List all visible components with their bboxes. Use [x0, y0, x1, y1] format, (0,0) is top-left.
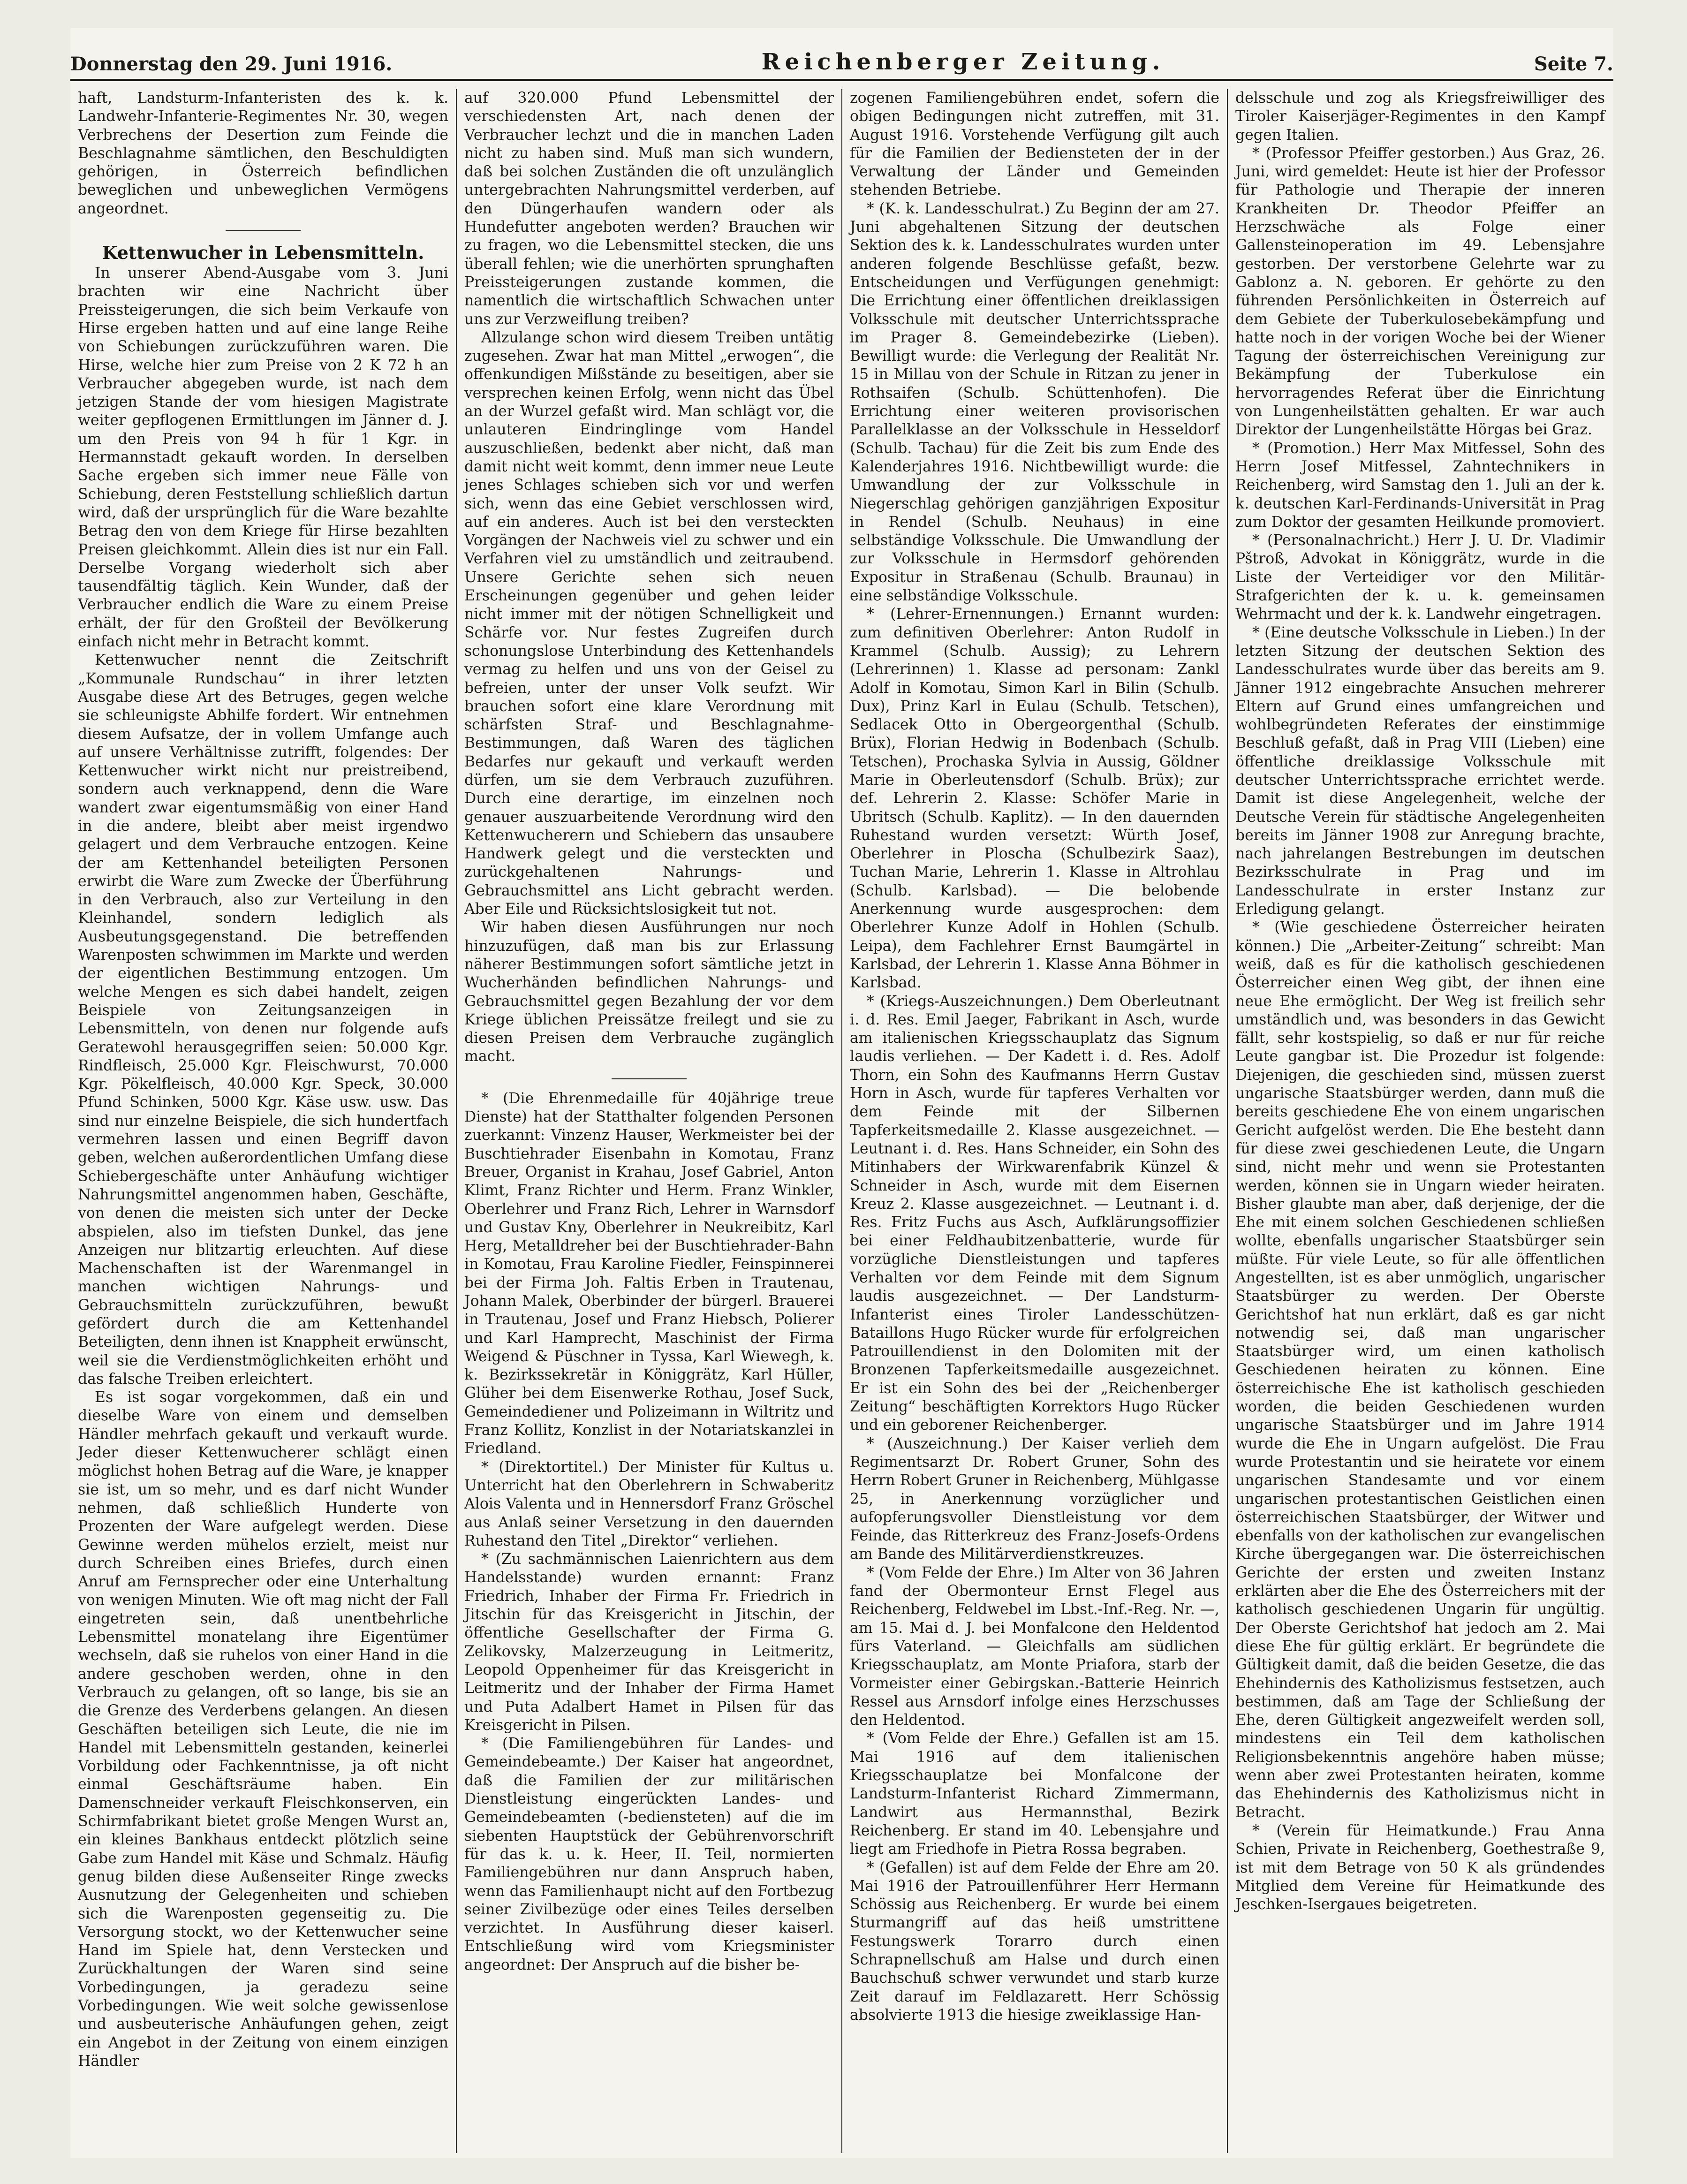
- news-item: * (Gefallen) ist auf dem Felde der Ehre am 20. Mai 1916 der Patrouillenführer Herr Hermann Schössig aus Reichenberg. Er wurde bei einem Sturmangriff auf das heiß umstrittene Festungswerk Torarro durch einen Schrapnellschuß am Halse und durch einen Bauchschuß schwer verwundet und starb kurze Zeit darauf im Feldlazarett. Herr Schössig absolvierte 1913 die hiesige zweiklassige Han-: [850, 1859, 1219, 2024]
- article-text: auf 320.000 Pfund Lebensmittel der verschiedensten Art, nach denen der Verbraucher lechzt und die in manchen Laden nicht zu haben sind. Muß man sich wundern, daß bei solchen Zuständen die oft unzulänglich untergebrachten Nahrungsmittel verderben, auf den Düngerhaufen wandern oder als Hundefutter angeboten werden? Brauchen wir zu fragen, wo die Lebensmittel stecken, die uns überall fehlen; wie die unerhörten sprunghaften Preissteigerungen zustande kommen, die namentlich die wirtschaftlich Schwachen unter uns zur Verzweiflung treiben?: [464, 90, 834, 328]
- page-number: Seite 7.: [1534, 53, 1613, 75]
- article-text: Es ist sogar vorgekommen, daß ein und dieselbe Ware von einem und demselben Händler mehrfach gekauft und verkauft wurde. Jeder dieser Kettenwucherer schlägt einen möglichst hohen Betrag auf die Ware, je knapper sie ist, um so mehr, und es darf nicht Wunder nehmen, daß schließlich Hunderte von Prozenten der Ware aufgelegt werden. Diese Gewinne werden mühelos erzielt, meist nur durch Schreiben eines Briefes, durch einen Anruf am Fernsprecher oder eine Unterhaltung von wenigen Minuten. Wie oft mag nicht der Fall eingetreten sein, daß unentbehrliche Lebensmittel monatelang ihre Eigentümer wechseln, daß sie ruhelos von einer Hand in die andere geschoben werden, ohne in den Verbrauch zu gelangen, oft so lange, bis sie an die Grenze des Verderbens gelangen. An diesen Geschäften beteiligen sich Leute, die nie im Handel mit Lebensmitteln gestanden, keinerlei Vorbildung oder Fachkenntnisse, ja oft nicht einmal Geschäftsräume haben. Ein Damenschneider verkauft Fleischkonserven, ein Schirmfabrikant bietet große Mengen Wurst an, ein kleines Bankhaus entdeckt plötzlich seine Gabe zum Handel mit Käse und Schmalz. Häufig genug bilden diese Außenseiter Ringe zwecks Ausnutzung der Gelegenheiten und schieben sich die Warenposten gegenseitig zu. Die Versorgung stockt, wo der Kettenwucher seine Hand im Spiele hat, denn Verstecken und Zurückhaltungen der Waren sind seine Vorbedingungen, ja geradezu seine Vorbedingungen. Wie weit solche gewissenlose und ausbeuterische Anhäufungen gehen, zeigt ein Angebot in der Zeitung von einem einzigen Händler: [78, 1389, 448, 2070]
- news-item: * (Professor Pfeiffer gestorben.) Aus Graz, 26. Juni, wird gemeldet: Heute ist hier der Professor für Pathologie und Therapie der inneren Krankheiten Dr. Theodor Pfeiffer an Herzschwäche als Folge einer Gallensteinoperation im 49. Lebensjahre gestorben. Der verstorbene Gelehrte war zu Gablonz a. N. geboren. Er gehörte zu den führenden Persönlichkeiten in Österreich auf dem Gebiete der Tuberkulosebekämpfung und hatte noch in der vorigen Woche bei der Wiener Tagung der österreichischen Vereinigung zur Bekämpfung der Tuberkulose ein hervorragendes Referat über die Einrichtung von Lungenheilstätten gehalten. Er war auch Direktor der Lungenheilstätte Hörgas bei Graz.: [1235, 144, 1605, 439]
- news-item: * (Eine deutsche Volksschule in Lieben.) In der letzten Sitzung der deutschen Sektion des Landesschulrates wurde über das bereits am 9. Jänner 1912 eingebrachte Ansuchen mehrerer Eltern auf Grund eines umfangreichen und wohlbegründeten Referates der einstimmige Beschluß gefaßt, daß in Prag VIII (Lieben) eine öffentliche dreiklassige Volksschule mit deutscher Unterrichtssprache errichtet werde. Damit ist diese Angelegenheit, welche der Deutsche Verein für städtische Angelegenheiten bereits im Jänner 1908 zur Anregung brachte, nach jahrelangen Bestrebungen im deutschen Bezirksschulrate in Prag und im Landesschulrate in erster Instanz zur Erledigung gelangt.: [1235, 624, 1605, 918]
- news-item: * (Kriegs-Auszeichnungen.) Dem Oberleutnant i. d. Res. Emil Jaeger, Fabrikant in Asch, wurde am italienischen Kriegsschauplatz das Signum laudis verliehen. — Der Kadett i. d. Res. Adolf Thorn, ein Sohn des Kaufmanns Herrn Gustav Horn in Asch, wurde für tapferes Verhalten vor dem Feinde mit der Silbernen Tapferkeitsmedaille 2. Klasse ausgezeichnet. — Leutnant i. d. Res. Hans Schneider, ein Sohn des Mitinhabers der Wirkwarenfabrik Künzel & Schneider in Asch, wurde mit dem Eisernen Kreuz 2. Klasse ausgezeichnet. — Leutnant i. d. Res. Fritz Fuchs aus Asch, Aufklärungsoffizier bei einer Feldhaubitzenbatterie, wurde für vorzügliche Dienstleistungen und tapferes Verhalten vor dem Feinde mit dem Signum laudis ausgezeichnet. — Der Landsturm-Infanterist eines Tiroler Landesschützen-Bataillons Hugo Rücker wurde für erfolgreichen Patrouillendienst in den Dolomiten mit der Bronzenen Tapferkeitsmedaille ausgezeichnet. Er ist ein Sohn des bei der „Reichenberger Zeitung“ beschäftigten Korrektors Hugo Rücker und ein geborener Reichenberger.: [850, 993, 1219, 1434]
- news-item: * (K. k. Landesschulrat.) Zu Beginn der am 27. Juni abgehaltenen Sitzung der deutschen Sektion des k. k. Landesschulrates wurden unter anderen folgende Beschlüsse gefaßt, bezw. Entscheidungen und Verfügungen genehmigt: Die Errichtung einer öffentlichen dreiklassigen Volksschule mit deutscher Unterrichtssprache im Prager 8. Gemeindebezirke (Lieben). Bewilligt wurde: die Verlegung der Realität Nr. 15 in Millau von der Schule in Ritzan zu jener in Rothsaifen (Schulb. Schüttenhofen). Die Errichtung einer weiteren provisorischen Parallelklasse an der Volksschule in Hesseldorf (Schulb. Tachau) für die Zeit bis zum Ende des Kalenderjahres 1916. Nichtbewilligt wurde: die Umwandlung der zur Volksschule in Niegerschlag gehörigen ganzjährigen Expositur in Rendel (Schulb. Neuhaus) in eine selbständige Volksschule. Die Umwandlung der zur Volksschule in Hermsdorf gehörenden Expositur in Straßenau (Schulb. Braunau) in eine selbständige Volksschule.: [850, 200, 1219, 605]
- issue-date: Donnerstag den 29. Juni 1916.: [70, 53, 393, 75]
- column-1: [70, 89, 456, 2153]
- newspaper-title: Reichenberger Zeitung.: [761, 49, 1165, 75]
- article-text: Allzulange schon wird diesem Treiben untätig zugesehen. Zwar hat man Mittel „erwogen“, die offenkundigen Mißstände zu beseitigen, aber sie versprechen keinen Erfolg, wenn nicht das Übel an der Wurzel gefaßt wird. Man schlägt vor, die unlauteren Eindringlinge vom Handel auszuschließen, bedenkt aber nicht, daß man damit nicht weit kommt, denn immer neue Leute jenes Schlages schieben sich vor und werfen sich, wenn das eine Gebiet verschlossen wird, auf ein anderes. Auch ist bei den versteckten Vorgängen der Nachweis viel zu schwer und ein Verfahren viel zu umständlich und zeitraubend. Unsere Gerichte sehen sich neuen Erscheinungen gegenüber und gehen leider nicht immer mit der nötigen Schnelligkeit und Schärfe vor. Nur festes Zugreifen durch schonungslose Unterbindung des Kettenhandels vermag zu helfen und uns von der Geisel zu befreien, unter der unser Volk seufzt. Wir brauchen sofort eine klare Verordnung mit schärfsten Straf- und Beschlagnahme-Bestimmungen, daß Waren des täglichen Bedarfes nur gekauft und verkauft werden dürfen, um sie dem Verbrauch zuzuführen. Durch eine derartige, im einzelnen noch genauer auszuarbeitende Verordnung wird den Kettenwucherern und Schiebern das unsaubere Handwerk gelegt und die versteckten und zurückgehaltenen Nahrungs- und Gebrauchsmittel ans Licht gebracht werden. Aber Eile und Rücksichtslosigkeit tut not.: [464, 329, 834, 918]
- article-text: Kettenwucher nennt die Zeitschrift „Kommunale Rundschau“ in ihrer letzten Ausgabe diese Art des Betruges, gegen welche sie schleunigste Abhilfe fordert. Wir entnehmen diesem Aufsatze, der in vollem Umfange auch auf unsere Verhältnisse zutrifft, folgendes: Der Kettenwucher wirkt nicht nur preistreibend, sondern auch verknappend, denn die Ware wandert zwar eigentumsmäßig von einer Hand in die andere, bleibt aber meist irgendwo gelagert und dem Verbrauche entzogen. Keine der am Kettenhandel beteiligten Personen erwirbt die Ware zum Zwecke der Überführung in den Verbrauch, also zur Verteilung in den Kleinhandel, sondern lediglich als Ausbeutungsgegenstand. Die betreffenden Warenposten schwimmen im Markte und werden der eigentlichen Bestimmung entzogen. Um welche Mengen es sich dabei handelt, zeigen Beispiele von Zeitungsanzeigen in Lebensmitteln, von denen nur folgende aufs Geratewohl herausgegriffen seien: 50.000 Kgr. Rindfleisch, 25.000 Kgr. Fleischwurst, 70.000 Kgr. Pökelfleisch, 40.000 Kgr. Speck, 30.000 Pfund Schinken, 5000 Kgr. Käse usw. usw. Das sind nur einzelne Beispiele, die sich hundertfach vermehren lassen und einen Begriff davon geben, welchen außerordentlichen Umfang diese Schiebergeschäfte unter Anhäufung wichtiger Nahrungsmittel angenommen haben, Geschäfte, von denen die meisten sich unter der Decke abspielen, also im tiefsten Dunkel, das jene Anzeigen nur blitzartig erleuchten. Auf diese Machenschaften ist der Warenmangel in manchen wichtigen Nahrungs- und Gebrauchsmitteln zurückzuführen, bewußt gefördert durch die am Kettenhandel Beteiligten, denn ihnen ist Knappheit erwünscht, weil sie die Verdienstmöglichkeiten erhöht und das falsche Treiben erleichtert.: [78, 652, 448, 1388]
- column-2: [456, 89, 841, 2153]
- news-item: * (Verein für Heimatkunde.) Frau Anna Schien, Private in Reichenberg, Goethestraße 9, ist mit dem Betrage von 50 K als gründendes Mitglied dem Vereine für Heimatkunde des Jeschken-Isergaues beigetreten.: [1235, 1822, 1605, 1913]
- news-item: * (Wie geschiedene Österreicher heiraten können.) Die „Arbeiter-Zeitung“ schreibt: Man weiß, daß es für die katholisch geschiedenen Österreicher einen Weg gibt, der ihnen eine neue Ehe ermöglicht. Der Weg ist freilich sehr umständlich und, was besonders in das Gewicht fällt, sehr kostspielig, so daß er nur für reiche Leute gangbar ist. Die Prozedur ist folgende: Diejenigen, die geschieden sind, müssen zuerst ungarische Staatsbürger werden, dann muß die bereits geschiedene Ehe von einem ungarischen Gericht aufgelöst werden. Die Ehe besteht dann für diese zwei geschiedenen Leute, die Ungarn sind, nicht mehr und wenn sie Protestanten werden, können sie in Ungarn wieder heiraten. Bisher glaubte man aber, daß derjenige, der die Ehe mit einem solchen Geschiedenen schließen wollte, ebenfalls ungarischer Staatsbürger sein müßte. Für viele Leute, so für alle öffentlichen Angestellten, ist es aber unmöglich, ungarischer Staatsbürger zu werden. Der Oberste Gerichtshof hat nun erklärt, daß es gar nicht notwendig sei, daß man ungarischer Staatsbürger wird, um einen katholisch Geschiedenen heiraten zu können. Eine österreichische Ehe ist katholisch geschieden worden, die beiden Geschiedenen wurden ungarische Staatsbürger und im Jahre 1914 wurde die Ehe in Ungarn aufgelöst. Die Frau wurde Protestantin und sie heiratete vor einem ungarischen Standesamte und vor einem ungarischen protestantischen Geistlichen einen österreichischen Staatsbürger, der Witwer und ebenfalls von der katholischen zur evangelischen Kirche übergegangen war. Die österreichischen Gerichte der ersten und zweiten Instanz erklärten aber die Ehe des Österreichers mit der katholisch geschiedenen Ungarin für ungültig. Der Oberste Gerichtshof hat jedoch am 2. Mai diese Ehe für gültig erklärt. Er begründete die Gültigkeit damit, daß die beiden Gesetze, die das Ehehindernis des Katholizismus festsetzen, auch bestimmen, daß am Tage der Schließung der Ehe, deren Gültigkeit angezweifelt werden soll, mindestens ein Teil dem katholischen Religionsbekenntnis angehöre haben müsse; wenn aber zwei Protestanten heiraten, komme das Ehehindernis des Katholizismus nicht in Betracht.: [1235, 919, 1605, 1821]
- newspaper-page: [70, 28, 1613, 2158]
- article-columns: [70, 89, 1613, 2153]
- news-item: * (Vom Felde der Ehre.) Im Alter von 36 Jahren fand der Obermonteur Ernst Flegel aus Reichenberg, Feldwebel im Lbst.-Inf.-Reg. Nr. —, am 15. Mai d. J. bei Monfalcone den Heldentod fürs Vaterland. — Gleichfalls am südlichen Kriegsschauplatz, am Monte Priafora, starb der Vormeister einer Gebirgskan.-Batterie Heinrich Ressel aus Arnsdorf infolge eines Herzschusses den Heldentod.: [850, 1564, 1219, 1729]
- news-item: * (Personalnachricht.) Herr J. U. Dr. Vladimir Pštroß, Advokat in Königgrätz, wurde in die Liste der Verteidiger vor den Militär-Strafgerichten der k. u. k. gemeinsamen Wehrmacht und der k. k. Landwehr eingetragen.: [1235, 532, 1605, 623]
- news-item: * (Vom Felde der Ehre.) Gefallen ist am 15. Mai 1916 auf dem italienischen Kriegsschauplatze bei Monfalcone der Landsturm-Infanterist Richard Zimmermann, Landwirt aus Hermannsthal, Bezirk Reichenberg. Er stand im 40. Lebensjahre und liegt am Friedhofe in Pietra Rossa begraben.: [850, 1730, 1219, 1858]
- article-text: haft, Landsturm-Infanteristen des k. k. Landwehr-Infanterie-Regimentes Nr. 30, wegen Verbrechens der Desertion zum Feinde die Beschlagnahme sämtlichen, den Beschuldigten gehörigen, in Österreich befindlichen beweglichen und unbeweglichen Vermögens angeordnet.: [78, 90, 448, 217]
- divider: [226, 230, 301, 231]
- news-item: delsschule und zog als Kriegsfreiwilliger des Tiroler Kaiserjäger-Regimentes in den Kampf gegen Italien.: [1235, 90, 1605, 144]
- news-item: * (Die Familiengebühren für Landes- und Gemeindebeamte.) Der Kaiser hat angeordnet, daß die Familien der zur militärischen Dienstleistung eingerückten Landes- und Gemeindebeamten (-bediensteten) auf die im siebenten Hauptstück der Gebührenvorschrift für das k. u. k. Heer, II. Teil, normierten Familiengebühren nur dann Anspruch haben, wenn das Familienhaupt nicht auf den Fortbezug seiner Zivilbezüge oder eines Teiles derselben verzichtet. In Ausführung dieser kaiserl. Entschließung wird vom Kriegsminister angeordnet: Der Anspruch auf die bisher be-: [464, 1735, 834, 1973]
- article-headline: Kettenwucher in Lebensmitteln.: [102, 242, 424, 264]
- news-item: * (Auszeichnung.) Der Kaiser verlieh dem Regimentsarzt Dr. Robert Gruner, Sohn des Herrn Robert Gruner in Reichenberg, Mühlgasse 25, in Anerkennung vorzüglicher und aufopferungsvoller Dienstleistung vor dem Feinde, das Ritterkreuz des Franz-Josefs-Ordens am Bande des Militärverdienstkreuzes.: [850, 1435, 1219, 1563]
- masthead: [70, 42, 1613, 81]
- divider: [612, 1078, 687, 1079]
- news-item: * (Zu sachmännischen Laienrichtern aus dem Handelsstande) wurden ernannt: Franz Friedrich, Inhaber der Firma Fr. Friedrich in Jitschin für das Kreisgericht in Jitschin, der öffentliche Gesellschafter der Firma G. Zelikovsky, Malzerzeugung in Leitmeritz, Leopold Oppenheimer für das Kreisgericht in Leitmeritz und der Inhaber der Firma Hamet und Puta Adalbert Hamet in Pilsen für das Kreisgericht in Pilsen.: [464, 1551, 834, 1734]
- column-3: [841, 89, 1227, 2153]
- news-item: * (Promotion.) Herr Max Mitfessel, Sohn des Herrn Josef Mitfessel, Zahntechnikers in Reichenberg, wird Samstag den 1. Juli an der k. k. deutschen Karl-Ferdinands-Universität in Prag zum Doktor der gesamten Heilkunde promoviert.: [1235, 440, 1605, 531]
- article-text: In unserer Abend-Ausgabe vom 3. Juni brachten wir eine Nachricht über Preissteigerungen, die sich beim Verkaufe von Hirse ergeben hatten und auf eine lange Reihe von Schiebungen zurückzuführen waren. Die Hirse, welche hier zum Preise von 2 K 72 h an Verbraucher abgegeben wurde, ist nach dem jetzigen Stande der vom hiesigen Magistrate weiter gepflogenen Ermittlungen im Jänner d. J. um den Preis von 94 h für 1 Kgr. in Hermannstadt gekauft worden. In derselben Sache ergeben sich immer neue Fälle von Schiebung, deren Feststellung schließlich dartun wird, daß der ursprünglich für die Ware bezahlte Betrag den von dem Kriege für Hirse bezahlten Preisen gleichkommt. Allein dies ist nur ein Fall. Derselbe Vorgang wiederholt sich aber tausendfältig täglich. Kein Wunder, daß der Verbraucher endlich die Ware zu einem Preise erhält, der für den Großteil der Bevölkerung einfach nicht mehr in Betracht kommt.: [78, 265, 448, 651]
- news-item: zogenen Familiengebühren endet, sofern die obigen Bedingungen nicht zutreffen, mit 31. August 1916. Vorstehende Verfügung gilt auch für die Familien der Bediensteten der in der Verwaltung der Länder und Gemeinden stehenden Betriebe.: [850, 90, 1219, 199]
- news-item: * (Die Ehrenmedaille für 40jährige treue Dienste) hat der Statthalter folgenden Personen zuerkannt: Vinzenz Hauser, Werkmeister bei der Buschtiehrader Eisenbahn in Komotau, Franz Breuer, Organist in Krahau, Josef Gabriel, Anton Klimt, Franz Richter und Herm. Franz Winkler, Oberlehrer und Franz Rich, Lehrer in Warnsdorf und Gustav Kny, Oberlehrer in Neukreibitz, Karl Herg, Metalldreher bei der Buschtiehrader-Bahn in Komotau, Frau Karoline Fiedler, Feinspinnerei bei der Firma Joh. Faltis Erben in Trautenau, Johann Malek, Oberbinder der bürgerl. Brauerei in Trautenau, Josef und Franz Hiebsch, Polierer und Karl Hamprecht, Maschinist der Firma Weigend & Püschner in Tyssa, Karl Wiewegh, k. k. Bezirkssekretär in Königgrätz, Karl Hüller, Glüher bei dem Eisenwerke Rothau, Josef Suck, Gemeindediener und Polizeimann in Wiltritz und Franz Kollitz, Konzlist in der Notariatskanzlei in Friedland.: [464, 1090, 834, 1457]
- article-text: Wir haben diesen Ausführungen nur noch hinzuzufügen, daß man bis zur Erlassung näherer Bestimmungen sofort sämtliche jetzt in Wucherhänden befindlichen Nahrungs- und Gebrauchsmittel gegen Bezahlung der vor dem Kriege üblichen Preissätze freilegt und sie zu diesen Preisen dem Verbrauche zugänglich macht.: [464, 919, 834, 1065]
- news-item: * (Direktortitel.) Der Minister für Kultus u. Unterricht hat den Oberlehrern in Schwaberitz Alois Valenta und in Hennersdorf Franz Gröschel aus Anlaß seiner Versetzung in den dauernden Ruhestand den Titel „Direktor“ verliehen.: [464, 1458, 834, 1549]
- column-4: [1227, 89, 1612, 2153]
- news-item: * (Lehrer-Ernennungen.) Ernannt wurden: zum definitiven Oberlehrer: Anton Rudolf in Krammel (Schulb. Aussig); zu Lehrern (Lehrerinnen) 1. Klasse ad personam: Zankl Adolf in Komotau, Simon Karl in Bilin (Schulb. Dux), Prinz Karl in Eulau (Schulb. Tetschen), Sedlacek Otto in Obergeorgenthal (Schulb. Brüx), Florian Hedwig in Bodenbach (Schulb. Tetschen), Prochaska Sylvia in Aussig, Göldner Marie in Oberleutensdorf (Schulb. Brüx); zur def. Lehrerin 2. Klasse: Schöfer Marie in Ubritsch (Schulb. Kaplitz). — In den dauernden Ruhestand wurden versetzt: Würth Josef, Oberlehrer in Ploscha (Schulbezirk Saaz), Tuchan Marie, Lehrerin 1. Klasse in Altrohlau (Schulb. Karlsbad). — Die belobende Anerkennung wurde ausgesprochen: dem Oberlehrer Kunze Adolf in Hohlen (Schulb. Leipa), dem Fachlehrer Ernst Baumgärtel in Karlsbad, der Lehrerin 1. Klasse Anna Böhmer in Karlsbad.: [850, 606, 1219, 992]
